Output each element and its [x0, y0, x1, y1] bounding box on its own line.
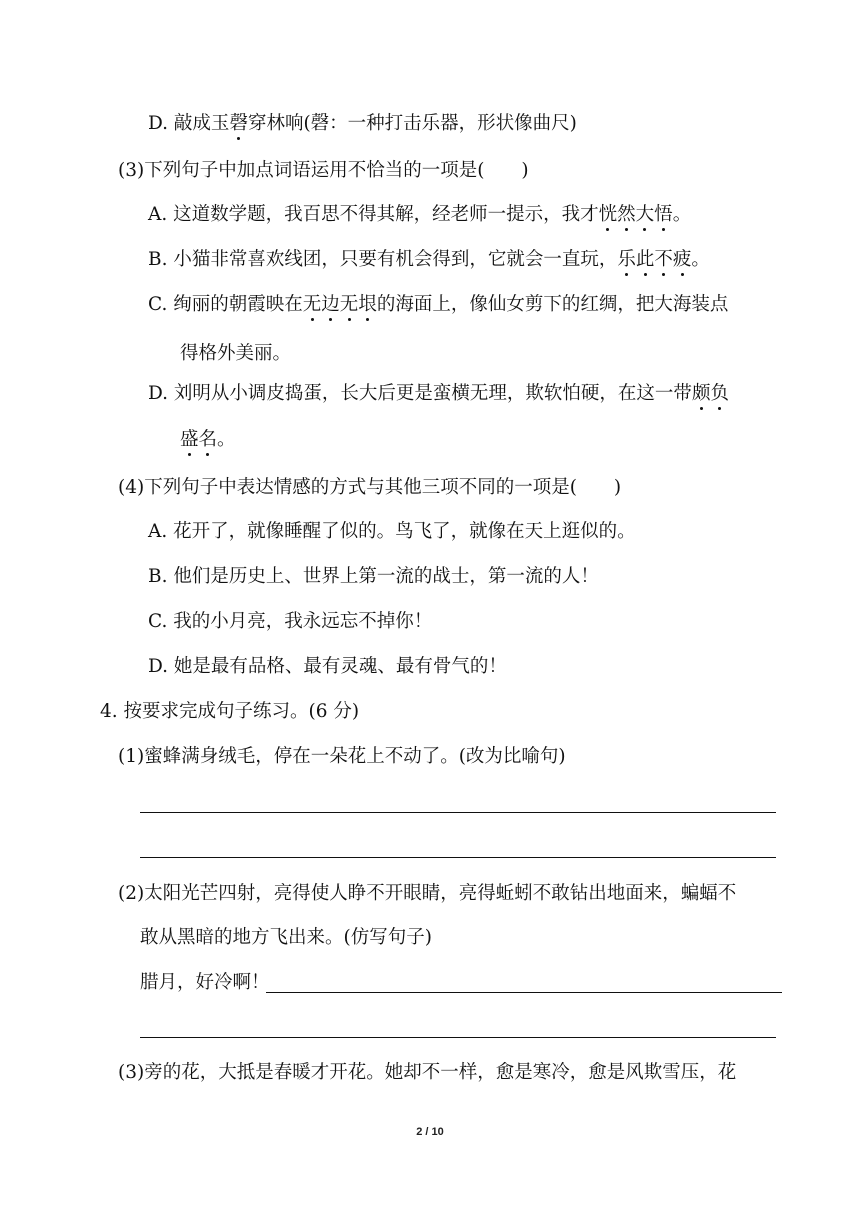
dotted-char: 此 [635, 249, 655, 270]
dotted-char: 乐 [617, 249, 636, 270]
q3-sub3-a-post: 。 [672, 204, 692, 225]
q4-sub3-line1: (3)旁的花，大抵是春暖才开花。她却不一样，愈是寒冷，愈是风欺雪压，花 [118, 1062, 737, 1083]
q3-sub3-c-post: 的海面上，像仙女剪下的红绸，把大海装点 [376, 294, 729, 315]
q3-sub3-a-pre: A. 这道数学题，我百思不得其解，经老师一提示，我才 [148, 204, 599, 225]
answer-line[interactable] [140, 812, 776, 813]
q4-sub1: (1)蜜蜂满身绒毛，停在一朵花上不动了。(改为比喻句) [118, 746, 566, 767]
dotted-char: 无 [302, 294, 322, 315]
dotted-char: 恍 [598, 204, 618, 225]
answer-line[interactable] [140, 1037, 776, 1038]
q3-sub4-option-a: A. 花开了，就像睡醒了似的。鸟飞了，就像在天上逛似的。 [148, 521, 636, 542]
q3-sub4-stem: (4)下列句子中表达情感的方式与其他三项不同的一项是( ) [118, 477, 622, 498]
q4-heading: 4. 按要求完成句子练习。(6 分) [100, 701, 360, 722]
q3-sub3-option-d [148, 382, 729, 406]
q4-sub2-line2: 敢从黑暗的地方飞出来。(仿写句子) [140, 927, 432, 948]
dotted-char: 疲 [672, 249, 692, 270]
q3-sub3-option-d-cont [180, 428, 236, 452]
q3-sub3-d-pre: D. 刘明从小调皮捣蛋，长大后更是蛮横无理，欺软怕硬，在这一带 [148, 383, 692, 404]
answer-line[interactable] [140, 857, 776, 858]
dotted-char: 悟 [654, 204, 673, 225]
dotted-char: 负 [710, 383, 729, 404]
q3-sub3-b-post: 。 [691, 249, 710, 270]
q3-sub4-option-d: D. 她是最有品格、最有灵魂、最有骨气的！ [148, 656, 507, 677]
q3-sub4-option-c: C. 我的小月亮，我永远忘不掉你！ [148, 611, 433, 632]
dotted-char: 大 [635, 204, 655, 225]
q3-sub3-option-c [148, 293, 728, 317]
dotted-char: 不 [654, 249, 673, 270]
q4-sub2-line1: (2)太阳光芒四射，亮得使人睁不开眼睛，亮得蚯蚓不敢钻出地面来，蝙蝠不 [118, 883, 737, 904]
q3-option-d [148, 112, 577, 136]
dotted-char: 无 [339, 294, 359, 315]
q3-sub3-d-post: 。 [217, 429, 236, 450]
q3-sub3-option-b [148, 248, 710, 272]
q3-sub3-option-a [148, 203, 691, 227]
dotted-char: 边 [321, 294, 340, 315]
dotted-char: 然 [617, 204, 636, 225]
q3-sub3-c-pre: C. 绚丽的朝霞映在 [148, 294, 303, 315]
q3-option-d-post: 穿林响(磬：一种打击乐器，形状像曲尺) [247, 113, 577, 134]
q3-sub4-option-b: B. 他们是历史上、世界上第一流的战士，第一流的人！ [148, 566, 599, 587]
answer-line[interactable] [266, 992, 782, 993]
q3-option-d-pre: D. 敲成玉 [148, 113, 230, 134]
q4-sub2-prompt: 腊月，好冷啊！ [140, 972, 270, 993]
page-indicator: 2 / 10 [416, 1126, 444, 1138]
q3-sub3-option-c-cont: 得格外美丽。 [180, 343, 292, 364]
q3-option-d-dotted: 磬 [229, 113, 248, 134]
q3-sub3-stem: (3)下列句子中加点词语运用不恰当的一项是( ) [118, 160, 529, 181]
dotted-char: 名 [198, 429, 218, 450]
dotted-char: 颇 [691, 383, 711, 404]
q3-sub3-b-pre: B. 小猫非常喜欢线团，只要有机会得到，它就会一直玩， [148, 249, 618, 270]
dotted-char: 垠 [358, 294, 377, 315]
dotted-char: 盛 [180, 429, 199, 450]
